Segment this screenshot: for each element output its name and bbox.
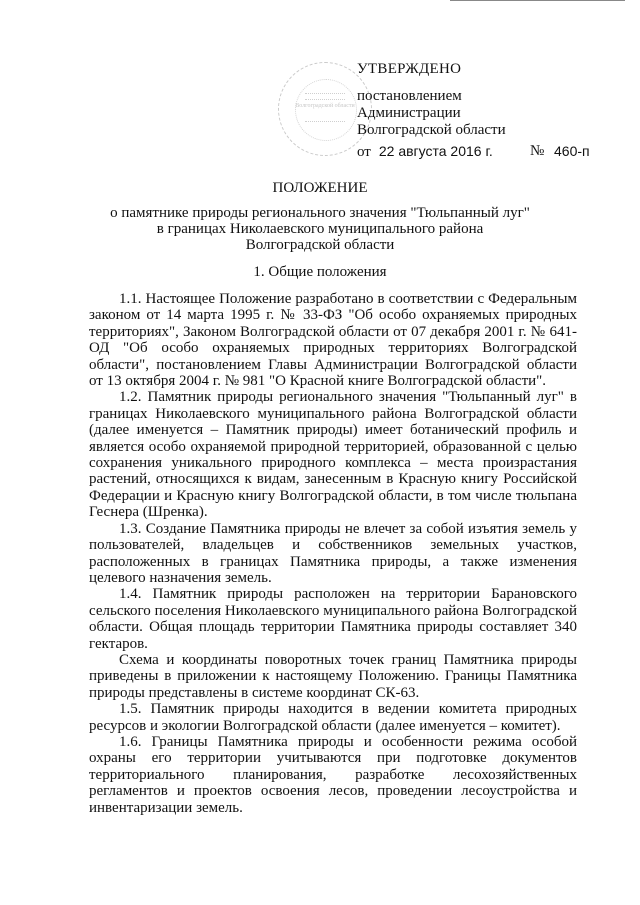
paragraph-1-3: 1.3. Создание Памятника природы не влечет за собой изъятия земель у пользователей, владельцев и собственников земельных участков, расположенных в границах Памятника природы, а также изменения целевого назначения земель.	[89, 520, 577, 586]
approval-heading: УТВЕРЖДЕНО	[357, 61, 462, 77]
section-heading: 1. Общие положения	[253, 264, 387, 280]
paragraph-scheme: Схема и координаты поворотных точек границ Памятника природы приведены в приложении к настоящему Положению. Границы Памятника природы представлены в системе координат СК-63.	[89, 651, 577, 701]
approval-date-line	[357, 143, 627, 161]
subtitle-line: Волгоградской области	[245, 237, 395, 253]
approval-line: постановлением	[357, 88, 462, 104]
document-subtitle	[40, 205, 600, 253]
date-prefix: от	[357, 144, 371, 160]
document-body	[89, 291, 577, 816]
subtitle-line: в границах Николаевского муниципального района	[156, 221, 484, 237]
approval-line: Волгоградской области	[357, 122, 506, 138]
paragraph-1-2: 1.2. Памятник природы регионального значения "Тюльпанный луг" в границах Николаевского муниципального района Волгоградской области (далее именуется – Памятник природы) имеет ботанический профиль и является особо охраняемой природной территорией, образованной с целью сохранения уникального природного комплекса – места произрастания растений, относящихся к видам, занесенным в Красную книгу Российской Федерации и Красную книгу Волгоградской области, в том числе тюльпана Геснера (Шренка).	[89, 389, 577, 521]
subtitle-line: о памятнике природы регионального значения "Тюльпанный луг"	[110, 205, 530, 221]
seal-line	[305, 121, 345, 122]
document-title: ПОЛОЖЕНИЕ	[272, 180, 368, 196]
paragraph-1-5: 1.5. Памятник природы находится в ведении комитета природных ресурсов и экологии Волгоградской области (далее именуется – комитет).	[89, 701, 577, 734]
number-sign: №	[530, 143, 545, 159]
approval-line: Администрации	[357, 105, 461, 121]
seal-inner-ring	[295, 79, 357, 141]
paragraph-1-4: 1.4. Памятник природы расположен на территории Барановского сельского поселения Николаевского муниципального района Волгоградской области. Общая площадь территории Памятника природы составляет 340 гектаров.	[89, 586, 577, 652]
top-border-line	[450, 0, 625, 1]
seal-line	[305, 99, 345, 100]
seal-text: Волгоградской области	[295, 103, 355, 109]
approval-date: 22 августа 2016 г.	[378, 143, 493, 159]
paragraph-1-1: 1.1. Настоящее Положение разработано в соответствии с Федеральным законом от 14 марта 1995 г. № 33-ФЗ "Об особо охраняемых природных территориях", Законом Волгоградской области от 07 декабря 2001 г. № 641-ОД "Об особо охраняемых природных территориях Волгоградской области", постановлением Главы Администрации Волгоградской области от 13 октября 2004 г. № 981 "О Красной книге Волгоградской области".	[89, 291, 577, 390]
approval-gap	[357, 78, 617, 88]
seal-line	[305, 93, 345, 94]
paragraph-1-6: 1.6. Границы Памятника природы и особенности режима особой охраны его территории учитываются при подготовке документов территориального планирования, разработке лесохозяйственных регламентов и проектов освоения лесов, проведении лесоустройства и инвентаризации земель.	[89, 733, 577, 816]
approval-block	[357, 61, 617, 139]
resolution-number: 460-п	[554, 143, 590, 159]
